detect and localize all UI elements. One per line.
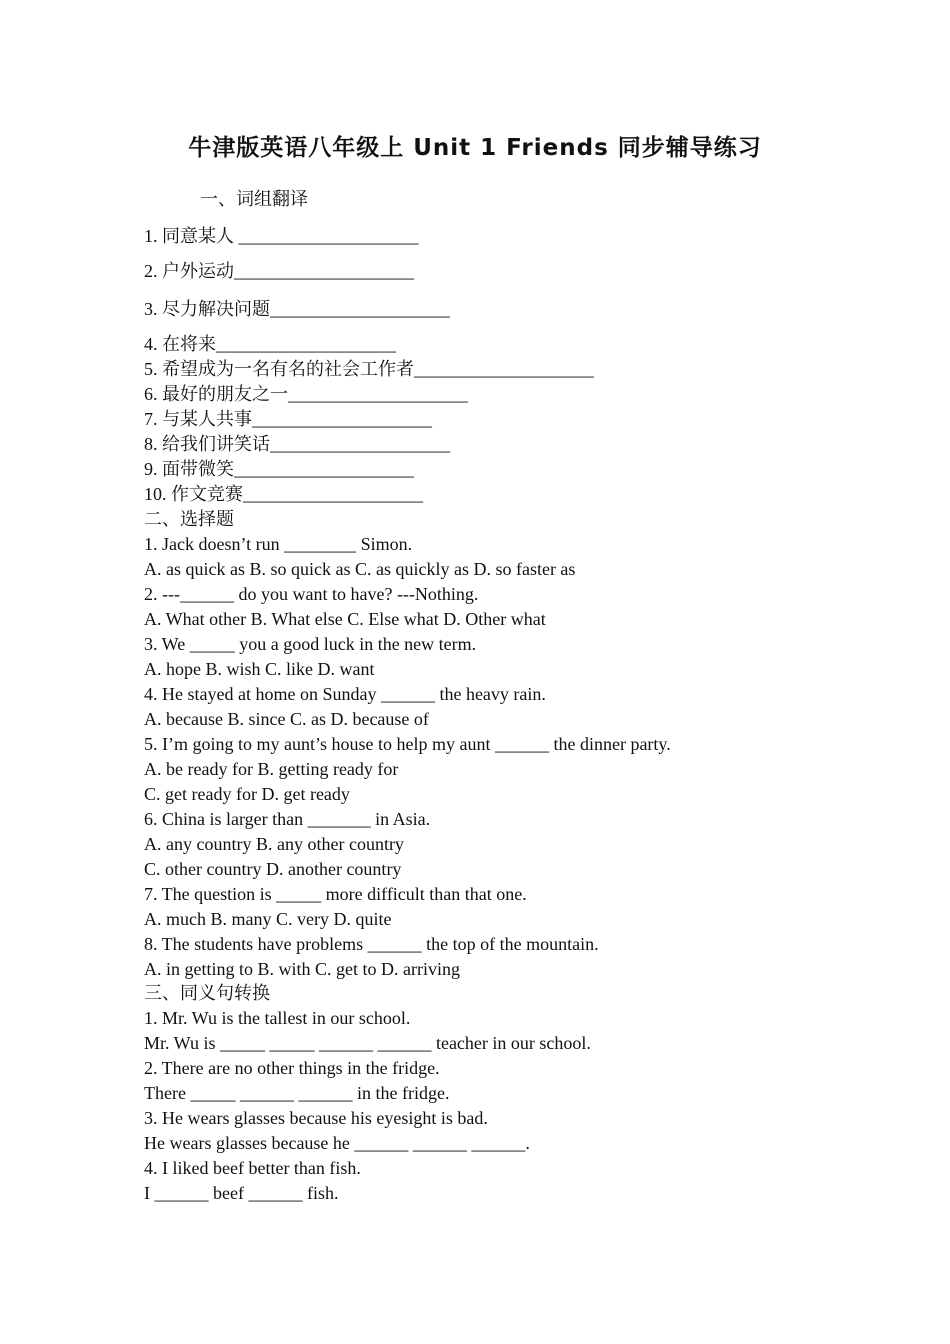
phrase-item: 4. 在将来____________________ [144, 334, 396, 354]
original-sentence: 4. I liked beef better than fish. [144, 1158, 361, 1178]
rewrite-sentence: I ______ beef ______ fish. [144, 1183, 339, 1203]
phrase-item: 6. 最好的朋友之一____________________ [144, 384, 468, 404]
question-line: 8. The students have problems ______ the top of the mountain. [144, 934, 599, 954]
options-line: A. as quick as B. so quick as C. as quickly as D. so faster as [144, 559, 576, 579]
page-title: 牛津版英语八年级上 Unit 1 Friends 同步辅导练习 [188, 135, 762, 161]
options-line: A. in getting to B. with C. get to D. arriving [144, 959, 460, 979]
phrase-item: 3. 尽力解决问题____________________ [144, 299, 450, 319]
original-sentence: 1. Mr. Wu is the tallest in our school. [144, 1008, 411, 1028]
original-sentence: 2. There are no other things in the fridge. [144, 1058, 440, 1078]
question-line: 1. Jack doesn’t run ________ Simon. [144, 534, 413, 554]
question-line: 4. He stayed at home on Sunday ______ the heavy rain. [144, 684, 546, 704]
options-line: A. because B. since C. as D. because of [144, 709, 429, 729]
rewrite-sentence: There _____ ______ ______ in the fridge. [144, 1083, 450, 1103]
question-line: 7. The question is _____ more difficult than that one. [144, 884, 527, 904]
original-sentence: 3. He wears glasses because his eyesight is bad. [144, 1108, 488, 1128]
section-heading-phrase-translation: 一、词组翻译 [200, 189, 308, 209]
options-line: C. get ready for D. get ready [144, 784, 350, 804]
options-line: A. be ready for B. getting ready for [144, 759, 399, 779]
phrase-item: 9. 面带微笑____________________ [144, 459, 414, 479]
rewrite-sentence: Mr. Wu is _____ _____ ______ ______ teacher in our school. [144, 1033, 591, 1053]
phrase-item: 5. 希望成为一名有名的社会工作者____________________ [144, 359, 594, 379]
phrase-item: 2. 户外运动____________________ [144, 261, 414, 281]
section-heading-multiple-choice: 二、选择题 [144, 509, 234, 529]
rewrite-sentence: He wears glasses because he ______ ______ ______. [144, 1133, 530, 1153]
question-line: 5. I’m going to my aunt’s house to help my aunt ______ the dinner party. [144, 734, 671, 754]
phrase-item: 1. 同意某人 ____________________ [144, 226, 419, 246]
question-line: 3. We _____ you a good luck in the new term. [144, 634, 477, 654]
options-line: A. much B. many C. very D. quite [144, 909, 392, 929]
question-line: 6. China is larger than _______ in Asia. [144, 809, 431, 829]
phrase-item: 7. 与某人共事____________________ [144, 409, 432, 429]
options-line: A. What other B. What else C. Else what D. Other what [144, 609, 546, 629]
phrase-item: 8. 给我们讲笑话____________________ [144, 434, 450, 454]
options-line: A. any country B. any other country [144, 834, 404, 854]
question-line: 2. ---______ do you want to have? ---Nothing. [144, 584, 479, 604]
options-line: A. hope B. wish C. like D. want [144, 659, 375, 679]
options-line: C. other country D. another country [144, 859, 402, 879]
section-heading-sentence-transformation: 三、同义句转换 [144, 983, 270, 1003]
phrase-item: 10. 作文竞赛____________________ [144, 484, 423, 504]
